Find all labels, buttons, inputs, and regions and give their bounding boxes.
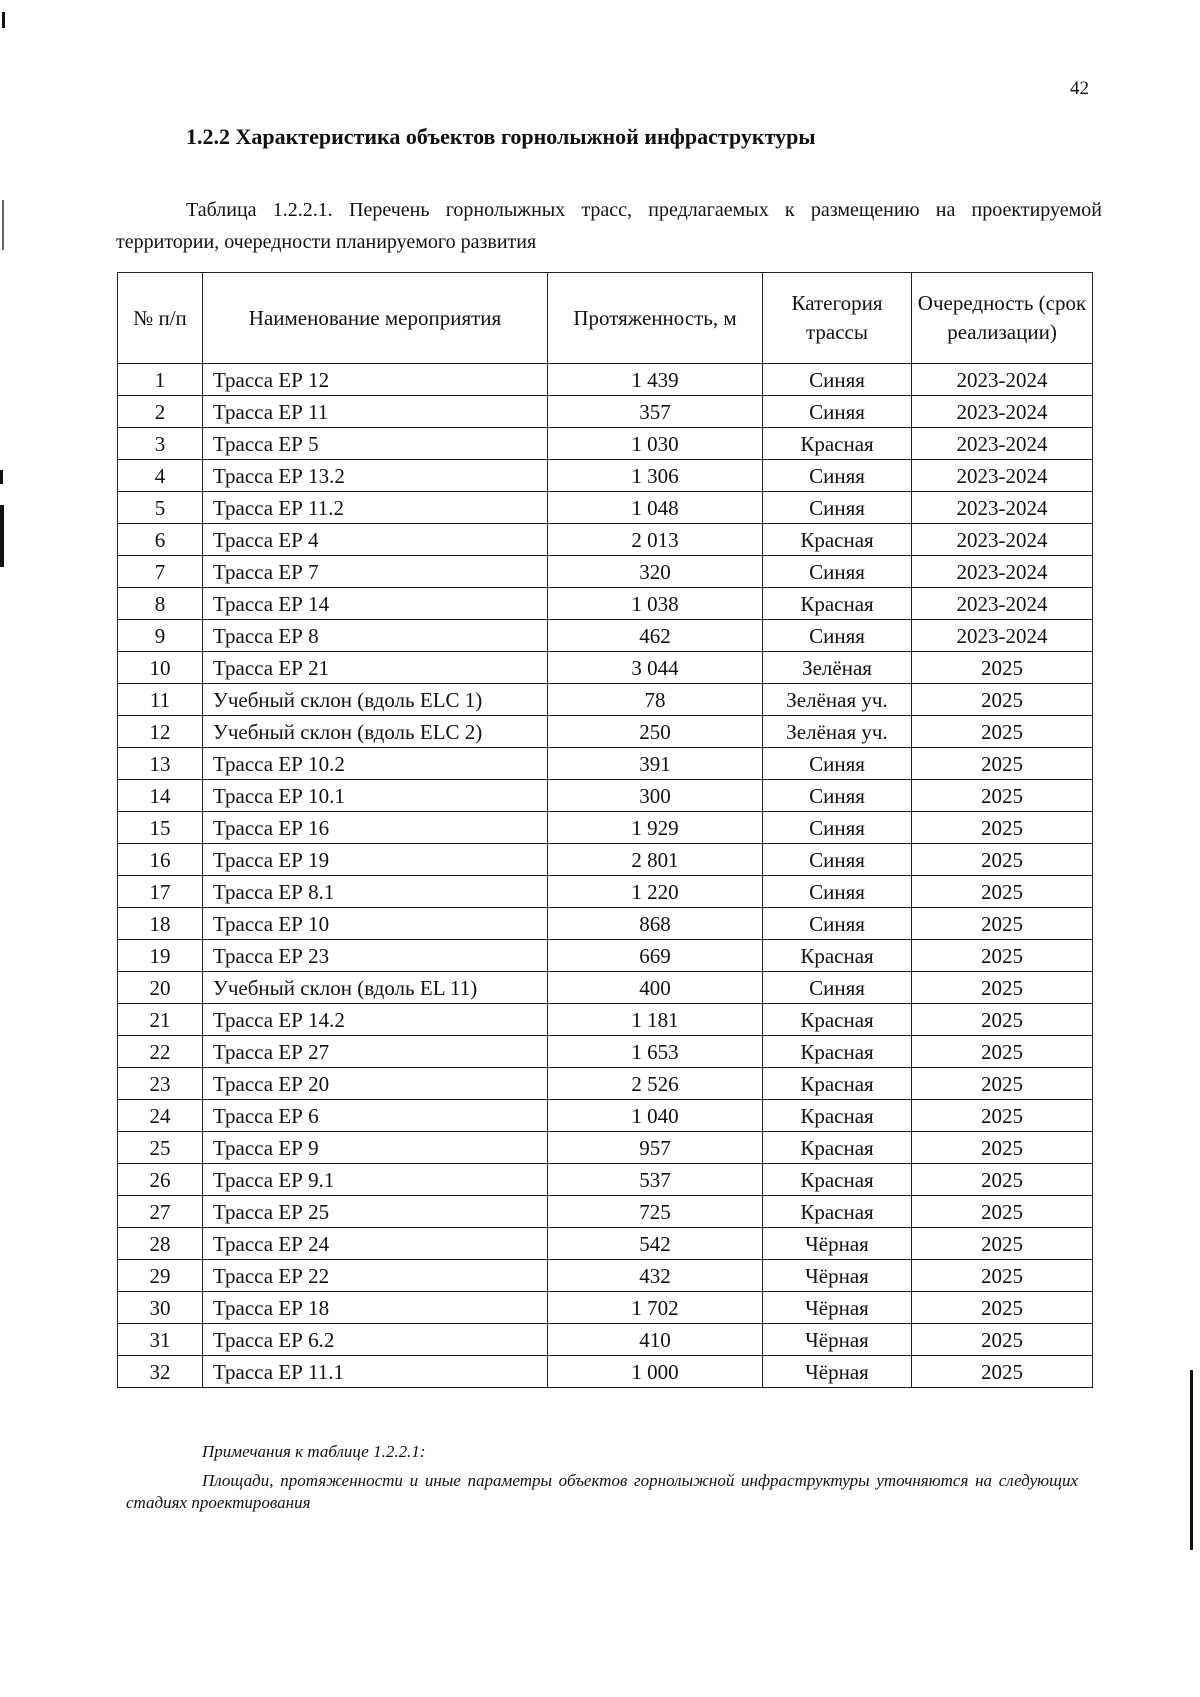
page-number: 42	[1070, 78, 1089, 99]
cell-length: 669	[548, 940, 763, 972]
cell-category: Зелёная уч.	[763, 716, 912, 748]
cell-length: 1 000	[548, 1356, 763, 1388]
cell-length: 432	[548, 1260, 763, 1292]
table-header-row	[118, 273, 1093, 364]
cell-stage: 2023-2024	[912, 428, 1093, 460]
cell-name: Трасса ЕР 21	[203, 652, 548, 684]
cell-category: Красная	[763, 1132, 912, 1164]
cell-stage: 2025	[912, 1260, 1093, 1292]
table-row	[118, 876, 1093, 908]
cell-stage: 2025	[912, 876, 1093, 908]
cell-stage: 2025	[912, 1004, 1093, 1036]
cell-name: Трасса ЕР 22	[203, 1260, 548, 1292]
header-stage: Очередность (срок реализации)	[912, 273, 1093, 364]
cell-stage: 2025	[912, 1228, 1093, 1260]
table-row	[118, 1228, 1093, 1260]
cell-name: Трасса ЕР 10	[203, 908, 548, 940]
cell-name: Трасса ЕР 9	[203, 1132, 548, 1164]
cell-stage: 2023-2024	[912, 620, 1093, 652]
scan-edge-mark	[1190, 1370, 1193, 1550]
cell-name: Трасса ЕР 14.2	[203, 1004, 548, 1036]
table-row	[118, 1068, 1093, 1100]
ski-routes-table	[117, 272, 1093, 1388]
table-row	[118, 364, 1093, 396]
cell-length: 1 220	[548, 876, 763, 908]
cell-category: Синяя	[763, 972, 912, 1004]
cell-name: Трасса ЕР 5	[203, 428, 548, 460]
cell-stage: 2025	[912, 1324, 1093, 1356]
table-row	[118, 940, 1093, 972]
cell-num: 6	[118, 524, 203, 556]
cell-stage: 2023-2024	[912, 556, 1093, 588]
cell-category: Синяя	[763, 876, 912, 908]
cell-category: Красная	[763, 1164, 912, 1196]
cell-stage: 2023-2024	[912, 588, 1093, 620]
table-row	[118, 1132, 1093, 1164]
cell-length: 391	[548, 748, 763, 780]
cell-category: Синяя	[763, 748, 912, 780]
table-row	[118, 972, 1093, 1004]
table-row	[118, 1036, 1093, 1068]
cell-num: 28	[118, 1228, 203, 1260]
table-row	[118, 716, 1093, 748]
cell-stage: 2025	[912, 1100, 1093, 1132]
table-row	[118, 1164, 1093, 1196]
cell-stage: 2023-2024	[912, 364, 1093, 396]
cell-num: 16	[118, 844, 203, 876]
cell-category: Красная	[763, 428, 912, 460]
cell-length: 1 702	[548, 1292, 763, 1324]
cell-num: 10	[118, 652, 203, 684]
cell-stage: 2025	[912, 1132, 1093, 1164]
cell-name: Трасса ЕР 8	[203, 620, 548, 652]
cell-stage: 2023-2024	[912, 460, 1093, 492]
cell-length: 868	[548, 908, 763, 940]
cell-length: 2 801	[548, 844, 763, 876]
cell-num: 31	[118, 1324, 203, 1356]
cell-category: Синяя	[763, 556, 912, 588]
cell-category: Красная	[763, 1100, 912, 1132]
cell-num: 20	[118, 972, 203, 1004]
scan-edge-mark	[2, 12, 5, 28]
cell-length: 400	[548, 972, 763, 1004]
cell-name: Трасса ЕР 11	[203, 396, 548, 428]
cell-stage: 2025	[912, 1164, 1093, 1196]
cell-num: 9	[118, 620, 203, 652]
cell-stage: 2025	[912, 940, 1093, 972]
cell-category: Зелёная уч.	[763, 684, 912, 716]
cell-length: 1 439	[548, 364, 763, 396]
cell-num: 26	[118, 1164, 203, 1196]
cell-name: Трасса ЕР 4	[203, 524, 548, 556]
cell-category: Красная	[763, 1004, 912, 1036]
table-row	[118, 588, 1093, 620]
cell-stage: 2025	[912, 1036, 1093, 1068]
cell-name: Трасса ЕР 14	[203, 588, 548, 620]
table-row	[118, 1196, 1093, 1228]
cell-category: Красная	[763, 1068, 912, 1100]
cell-name: Трасса ЕР 6.2	[203, 1324, 548, 1356]
cell-category: Красная	[763, 1036, 912, 1068]
cell-length: 1 048	[548, 492, 763, 524]
cell-stage: 2025	[912, 844, 1093, 876]
cell-length: 1 040	[548, 1100, 763, 1132]
table-row	[118, 1292, 1093, 1324]
notes-title: Примечания к таблице 1.2.2.1:	[202, 1442, 426, 1461]
table-row	[118, 1356, 1093, 1388]
cell-stage: 2025	[912, 652, 1093, 684]
cell-num: 7	[118, 556, 203, 588]
table-row	[118, 1260, 1093, 1292]
table-body	[118, 364, 1093, 1388]
table-row	[118, 1004, 1093, 1036]
cell-num: 17	[118, 876, 203, 908]
cell-stage: 2025	[912, 972, 1093, 1004]
cell-num: 21	[118, 1004, 203, 1036]
cell-stage: 2025	[912, 812, 1093, 844]
table-row	[118, 844, 1093, 876]
cell-category: Синяя	[763, 364, 912, 396]
cell-name: Учебный склон (вдоль ELC 1)	[203, 684, 548, 716]
scan-edge-mark	[0, 470, 3, 484]
cell-category: Чёрная	[763, 1260, 912, 1292]
cell-name: Трасса ЕР 25	[203, 1196, 548, 1228]
cell-length: 1 653	[548, 1036, 763, 1068]
cell-category: Синяя	[763, 844, 912, 876]
cell-category: Красная	[763, 588, 912, 620]
cell-name: Учебный склон (вдоль EL 11)	[203, 972, 548, 1004]
cell-length: 2 526	[548, 1068, 763, 1100]
header-length: Протяженность, м	[548, 273, 763, 364]
cell-length: 1 030	[548, 428, 763, 460]
table-row	[118, 812, 1093, 844]
section-heading: 1.2.2 Характеристика объектов горнолыжной инфраструктуры	[186, 124, 816, 149]
table-row	[118, 620, 1093, 652]
cell-name: Трасса ЕР 23	[203, 940, 548, 972]
cell-length: 1 306	[548, 460, 763, 492]
cell-num: 3	[118, 428, 203, 460]
cell-length: 1 038	[548, 588, 763, 620]
notes-text: Площади, протяженности и иные параметры объектов горнолыжной инфраструктуры уточняются на следующих стадиях проектирования	[126, 1471, 1078, 1512]
cell-name: Трасса ЕР 8.1	[203, 876, 548, 908]
cell-num: 32	[118, 1356, 203, 1388]
cell-name: Трасса ЕР 16	[203, 812, 548, 844]
cell-name: Трасса ЕР 9.1	[203, 1164, 548, 1196]
cell-num: 27	[118, 1196, 203, 1228]
cell-stage: 2025	[912, 1068, 1093, 1100]
cell-name: Трасса ЕР 18	[203, 1292, 548, 1324]
cell-num: 23	[118, 1068, 203, 1100]
cell-length: 957	[548, 1132, 763, 1164]
table-row	[118, 748, 1093, 780]
cell-length: 300	[548, 780, 763, 812]
cell-stage: 2025	[912, 748, 1093, 780]
cell-category: Синяя	[763, 396, 912, 428]
cell-length: 2 013	[548, 524, 763, 556]
cell-length: 725	[548, 1196, 763, 1228]
cell-name: Учебный склон (вдоль ELC 2)	[203, 716, 548, 748]
cell-length: 320	[548, 556, 763, 588]
table-row	[118, 1100, 1093, 1132]
cell-stage: 2025	[912, 684, 1093, 716]
cell-length: 542	[548, 1228, 763, 1260]
table-row	[118, 908, 1093, 940]
cell-stage: 2025	[912, 908, 1093, 940]
cell-stage: 2025	[912, 1356, 1093, 1388]
scan-edge-mark	[2, 200, 4, 250]
header-num: № п/п	[118, 273, 203, 364]
cell-num: 25	[118, 1132, 203, 1164]
cell-category: Синяя	[763, 908, 912, 940]
cell-category: Чёрная	[763, 1292, 912, 1324]
cell-num: 8	[118, 588, 203, 620]
cell-num: 29	[118, 1260, 203, 1292]
cell-length: 357	[548, 396, 763, 428]
scan-edge-mark	[0, 505, 4, 567]
cell-stage: 2025	[912, 1196, 1093, 1228]
cell-category: Чёрная	[763, 1356, 912, 1388]
cell-num: 22	[118, 1036, 203, 1068]
cell-name: Трасса ЕР 11.1	[203, 1356, 548, 1388]
cell-name: Трасса ЕР 24	[203, 1228, 548, 1260]
cell-num: 12	[118, 716, 203, 748]
cell-length: 1 181	[548, 1004, 763, 1036]
cell-category: Зелёная	[763, 652, 912, 684]
cell-num: 11	[118, 684, 203, 716]
cell-length: 462	[548, 620, 763, 652]
cell-name: Трасса ЕР 6	[203, 1100, 548, 1132]
cell-stage: 2025	[912, 1292, 1093, 1324]
table-row	[118, 524, 1093, 556]
cell-num: 24	[118, 1100, 203, 1132]
cell-length: 410	[548, 1324, 763, 1356]
cell-num: 19	[118, 940, 203, 972]
cell-stage: 2023-2024	[912, 524, 1093, 556]
cell-stage: 2025	[912, 780, 1093, 812]
cell-name: Трасса ЕР 19	[203, 844, 548, 876]
table-row	[118, 684, 1093, 716]
cell-category: Красная	[763, 940, 912, 972]
cell-length: 1 929	[548, 812, 763, 844]
cell-stage: 2023-2024	[912, 492, 1093, 524]
cell-category: Чёрная	[763, 1228, 912, 1260]
cell-length: 537	[548, 1164, 763, 1196]
table-row	[118, 780, 1093, 812]
cell-num: 1	[118, 364, 203, 396]
table-caption: Таблица 1.2.2.1. Перечень горнолыжных трасс, предлагаемых к размещению на проектируемой территории, очередности планируемого развития	[116, 199, 1102, 253]
table-row	[118, 492, 1093, 524]
table-row	[118, 396, 1093, 428]
cell-stage: 2025	[912, 716, 1093, 748]
table-row	[118, 652, 1093, 684]
cell-num: 15	[118, 812, 203, 844]
cell-num: 14	[118, 780, 203, 812]
cell-num: 30	[118, 1292, 203, 1324]
cell-name: Трасса ЕР 13.2	[203, 460, 548, 492]
cell-num: 13	[118, 748, 203, 780]
cell-name: Трасса ЕР 7	[203, 556, 548, 588]
cell-category: Красная	[763, 1196, 912, 1228]
cell-category: Чёрная	[763, 1324, 912, 1356]
table-row	[118, 556, 1093, 588]
cell-stage: 2023-2024	[912, 396, 1093, 428]
cell-num: 5	[118, 492, 203, 524]
cell-name: Трасса ЕР 11.2	[203, 492, 548, 524]
cell-category: Синяя	[763, 460, 912, 492]
cell-name: Трасса ЕР 10.2	[203, 748, 548, 780]
cell-length: 3 044	[548, 652, 763, 684]
cell-category: Красная	[763, 524, 912, 556]
cell-length: 250	[548, 716, 763, 748]
cell-name: Трасса ЕР 27	[203, 1036, 548, 1068]
cell-name: Трасса ЕР 10.1	[203, 780, 548, 812]
cell-category: Синяя	[763, 780, 912, 812]
cell-num: 2	[118, 396, 203, 428]
cell-category: Синяя	[763, 620, 912, 652]
cell-category: Синяя	[763, 492, 912, 524]
cell-num: 4	[118, 460, 203, 492]
table-row	[118, 428, 1093, 460]
cell-length: 78	[548, 684, 763, 716]
cell-name: Трасса ЕР 12	[203, 364, 548, 396]
cell-num: 18	[118, 908, 203, 940]
cell-category: Синяя	[763, 812, 912, 844]
table-row	[118, 460, 1093, 492]
header-category: Категория трассы	[763, 273, 912, 364]
table-row	[118, 1324, 1093, 1356]
cell-name: Трасса ЕР 20	[203, 1068, 548, 1100]
header-name: Наименование мероприятия	[203, 273, 548, 364]
